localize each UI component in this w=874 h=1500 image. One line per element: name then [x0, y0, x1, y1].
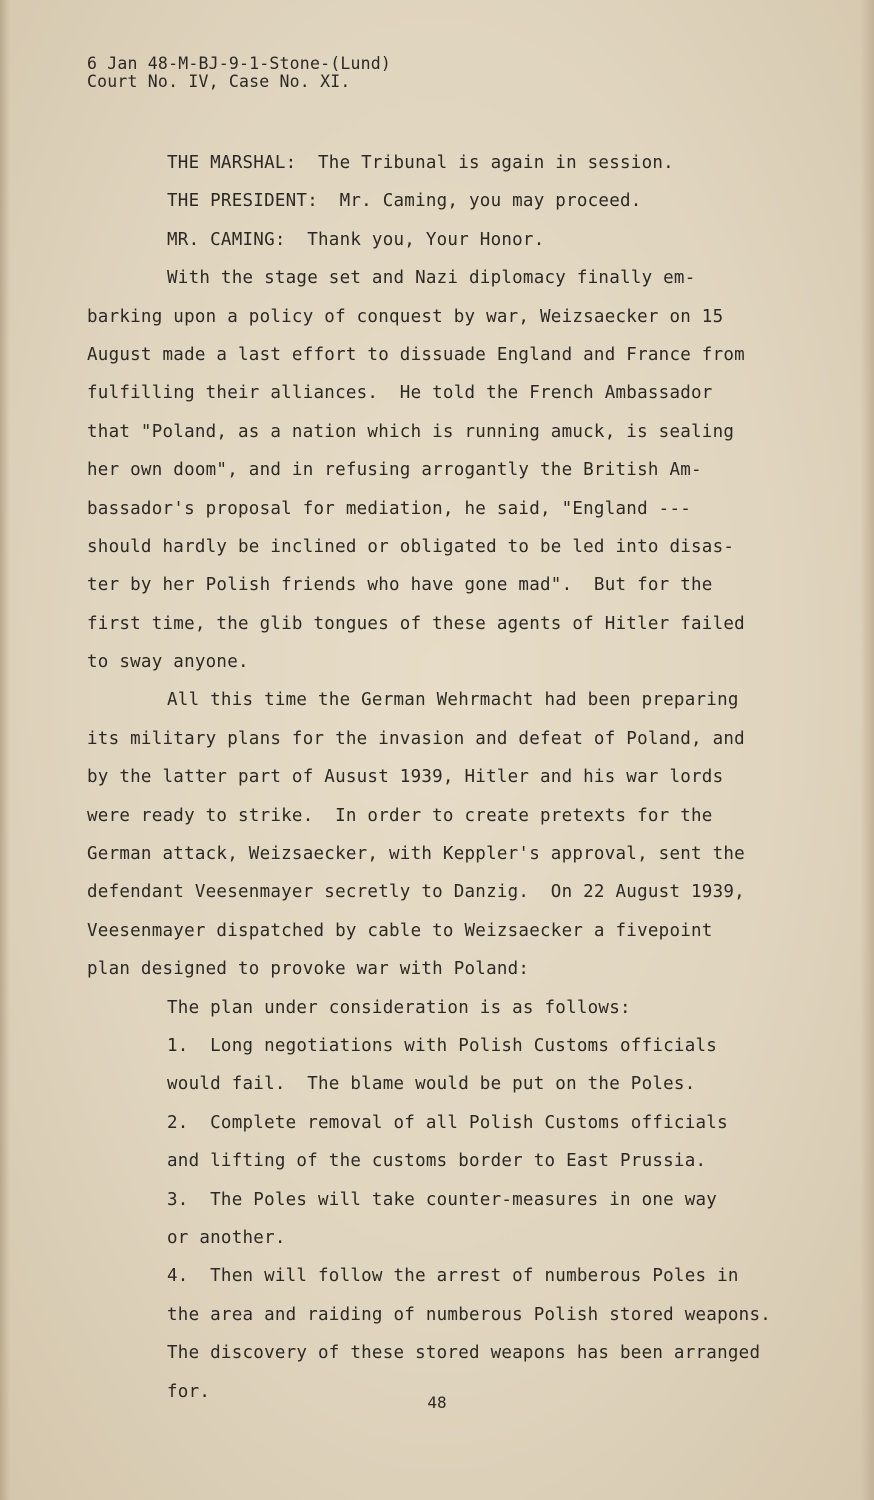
transcript-line: MR. CAMING: Thank you, Your Honor. — [167, 229, 545, 250]
transcript-line: to sway anyone. — [87, 652, 249, 673]
transcript-body — [87, 144, 817, 1411]
transcript-line: barking upon a policy of conquest by war, Weizsaecker on 15 — [87, 306, 724, 327]
transcript-line: 3. The Poles will take counter-measures in one way — [167, 1189, 718, 1210]
transcript-line: plan designed to provoke war with Poland: — [87, 959, 530, 980]
transcript-line: THE PRESIDENT: Mr. Caming, you may proceed. — [167, 191, 642, 212]
transcript-line: defendant Veesenmayer secretly to Danzig. On 22 August 1939, — [87, 882, 745, 903]
transcript-line: With the stage set and Nazi diplomacy finally em- — [167, 268, 696, 289]
transcript-line: 4. Then will follow the arrest of numberous Poles in — [167, 1266, 739, 1287]
transcript-line: should hardly be inclined or obligated to be led into disas- — [87, 536, 735, 557]
transcript-line: her own doom", and in refusing arrogantly the British Am- — [87, 460, 702, 481]
transcript-line: first time, the glib tongues of these agents of Hitler failed — [87, 613, 745, 634]
transcript-line: and lifting of the customs border to East Prussia. — [167, 1151, 707, 1172]
transcript-line: Veesenmayer dispatched by cable to Weizsaecker a fivepoint — [87, 920, 713, 941]
transcript-line: were ready to strike. In order to create pretexts for the — [87, 805, 713, 826]
transcript-line: bassador's proposal for mediation, he said, "England --- — [87, 498, 692, 519]
transcript-line: THE MARSHAL: The Tribunal is again in session. — [167, 153, 674, 173]
transcript-line: German attack, Weizsaecker, with Keppler's approval, sent the — [87, 844, 745, 865]
transcript-line: that "Poland, as a nation which is running amuck, is sealing — [87, 421, 735, 442]
transcript-line: by the latter part of Ausust 1939, Hitler and his war lords — [87, 767, 724, 788]
document-header — [87, 55, 391, 91]
transcript-line: August made a last effort to dissuade England and France from — [87, 344, 745, 365]
transcript-line: fulfilling their alliances. He told the French Ambassador — [87, 383, 713, 404]
transcript-line: All this time the German Wehrmacht had been preparing — [167, 690, 739, 711]
transcript-line: would fail. The blame would be put on the Poles. — [167, 1074, 696, 1095]
header-case-reference: 6 Jan 48-M-BJ-9-1-Stone-(Lund) — [87, 54, 392, 73]
transcript-line: ter by her Polish friends who have gone mad". But for the — [87, 575, 713, 596]
transcript-line: 2. Complete removal of all Polish Customs officials — [167, 1112, 728, 1133]
page-number: 48 — [427, 1393, 447, 1412]
transcript-line: The plan under consideration is as follows: — [167, 997, 631, 1018]
transcript-line: The discovery of these stored weapons has been arranged — [167, 1343, 761, 1364]
transcript-line: for. — [167, 1381, 211, 1402]
transcript-line: its military plans for the invasion and defeat of Poland, and — [87, 728, 745, 749]
header-court-case: Court No. IV, Case No. XI. — [87, 72, 351, 91]
transcript-line: 1. Long negotiations with Polish Customs officials — [167, 1035, 718, 1056]
transcript-line: the area and raiding of numberous Polish stored weapons. — [167, 1304, 772, 1325]
transcript-line: or another. — [167, 1227, 286, 1248]
